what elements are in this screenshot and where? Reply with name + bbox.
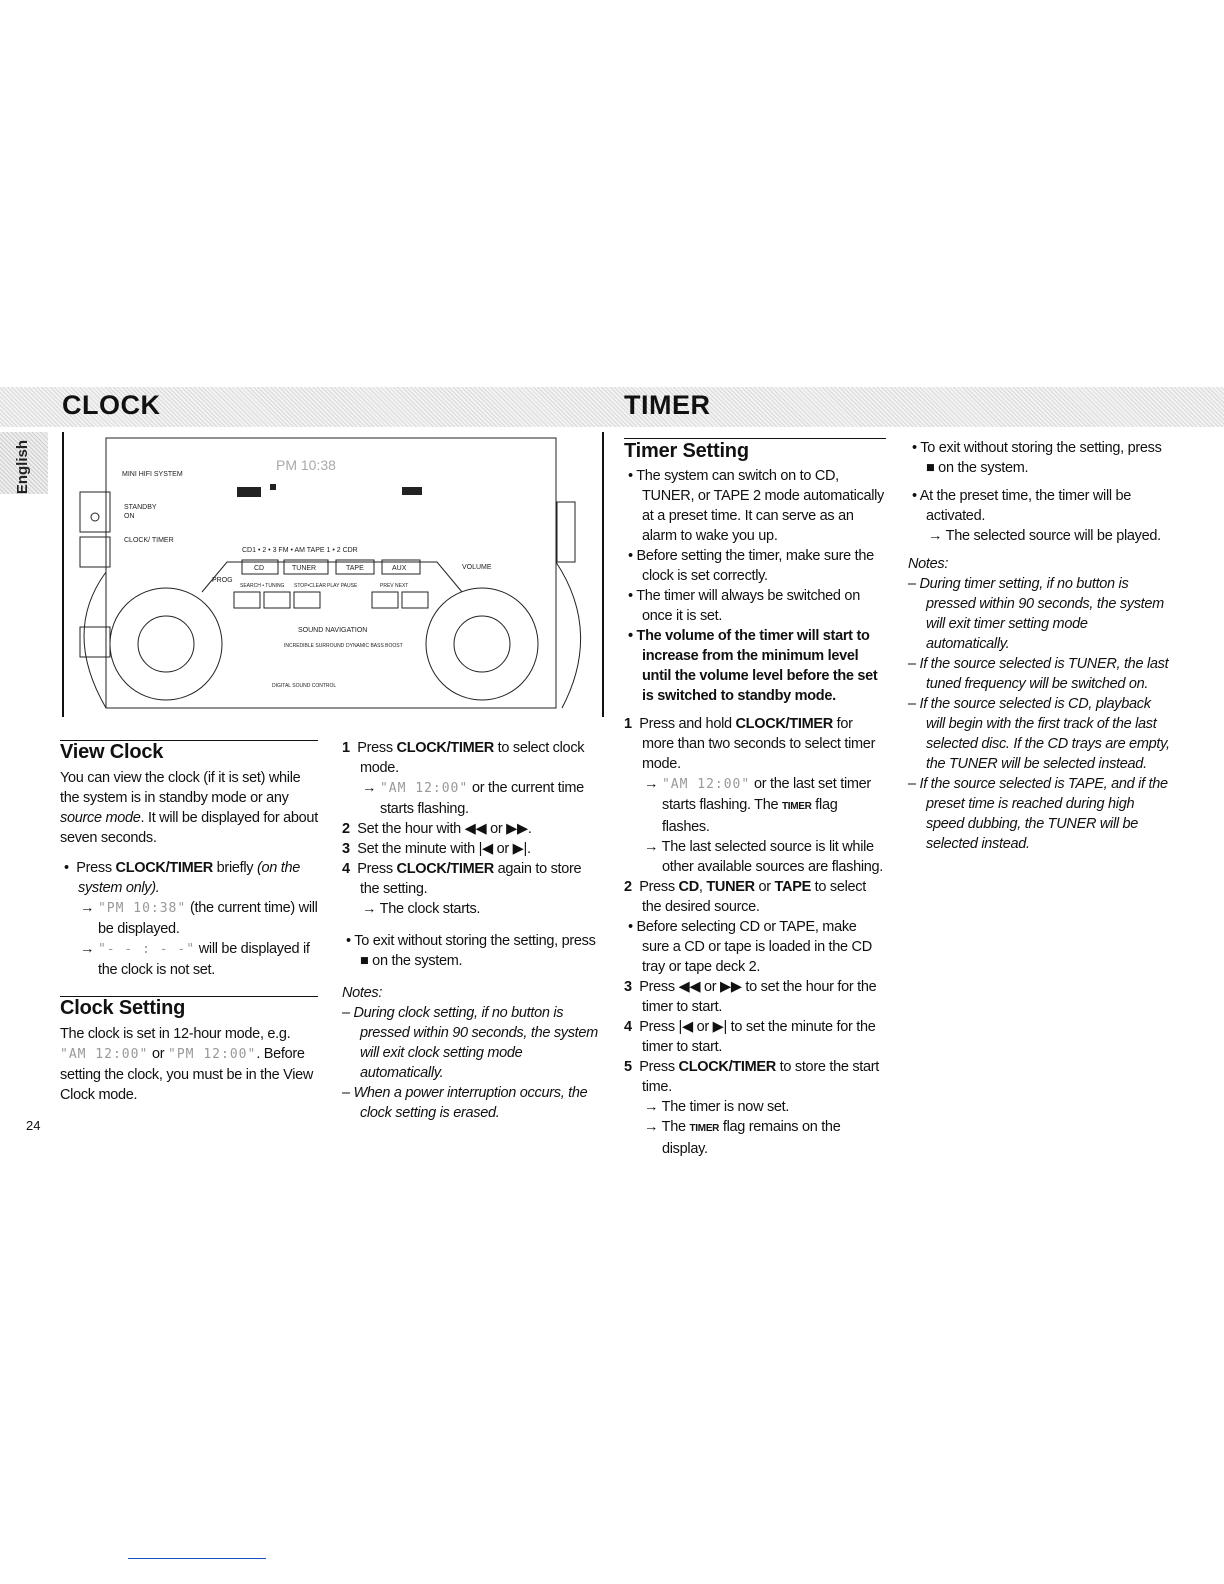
volume-label: VOLUME — [462, 564, 492, 571]
timer-note-4: – If the source selected is TAPE, and if the preset time is reached during high speed dubbing, the TUNER will be selected instead. — [908, 776, 1168, 852]
view-clock-arrow-2: → "- - : - -" will be displayed if the clock is not set. — [80, 941, 310, 978]
clock-setting-title: Clock Setting — [60, 997, 186, 1019]
clock-note-1: – During clock setting, if no button is pressed within 90 seconds, the system will exit clock setting mode automatically. — [342, 1005, 598, 1081]
timer-setting-rule — [624, 438, 886, 439]
right-speaker — [426, 588, 538, 700]
timer-note-2: – If the source selected is TUNER, the last tuned frequency will be switched on. — [908, 656, 1169, 692]
timer-step-5-arrow-2: → The TIMER flag remains on the display. — [644, 1119, 841, 1157]
right-curve — [556, 562, 581, 708]
timer-preset-bullet: • At the preset time, the timer will be activated. — [912, 488, 1132, 524]
play-label: PLAY PAUSE — [327, 583, 358, 589]
on-label: ON — [124, 513, 135, 520]
timer-step-1-arrow-1: → "AM 12:00" or the last set timer starts flashing. The TIMER flag flashes. — [644, 776, 871, 835]
transport-keys — [234, 592, 428, 608]
page-number: 24 — [26, 1118, 41, 1133]
left-speaker — [110, 588, 222, 700]
tuner-key: TUNER — [292, 565, 317, 572]
timer-step-4: 4 Press |◀ or ▶| to set the minute for the timer to start. — [624, 1019, 876, 1055]
clock-step-4: 4 Press CLOCK/TIMER again to store the setting. — [342, 861, 582, 897]
timer-notes-title: Notes: — [908, 556, 949, 572]
timer-bullet-1: • The system can switch on to CD, TUNER, or TAPE 2 mode automatically at a preset time. It can serve as an alarm to wake you up. — [628, 468, 884, 544]
timer-step-5-arrow-1: → The timer is now set. — [644, 1099, 790, 1115]
sources-row: CD1 • 2 • 3 FM • AM TAPE 1 • 2 CDR — [242, 547, 358, 554]
view-clock-title: View Clock — [60, 741, 164, 763]
diagram-right-border — [602, 432, 604, 717]
timer-setting-body — [624, 466, 886, 1159]
timer-step-5: 5 Press CLOCK/TIMER to store the start time. — [624, 1059, 880, 1095]
left-curve — [84, 572, 106, 708]
timer-step-2-bullet: • Before selecting CD or TAPE, make sure a CD or tape is loaded in the CD tray or tape deck 2. — [628, 919, 872, 975]
clock-setting-text: The clock is set in 12-hour mode, e.g. "AM 12:00" or "PM 12:00". Before setting the clock, you must be in the View Clock mode. — [60, 1026, 314, 1103]
timer-preset-arrow: → The selected source will be played. — [928, 528, 1161, 544]
timer-right-column — [908, 438, 1170, 854]
timer-exit-bullet: • To exit without storing the setting, press ■ on the system. — [912, 440, 1162, 476]
timer-bullet-4: • The volume of the timer will start to increase from the minimum level until the volume level before the set is switched to standby mode. — [628, 628, 878, 704]
clock-note-2: – When a power interruption occurs, the clock setting is erased. — [342, 1085, 588, 1121]
timer-step-3: 3 Press ◀◀ or ▶▶ to set the hour for the timer to start. — [624, 979, 877, 1015]
timer-heading: TIMER — [624, 390, 711, 420]
timer-step-1-arrow-2: → The last selected source is lit while other available sources are flashing. — [644, 839, 884, 875]
surround-label: INCREDIBLE SURROUND — [284, 643, 345, 649]
right-tab — [557, 502, 575, 562]
view-clock-bullet: • Press CLOCK/TIMER briefly (on the system only). — [64, 860, 301, 896]
search-label: SEARCH • TUNING — [240, 583, 285, 589]
clock-step-1: 1 Press CLOCK/TIMER to select clock mode. — [342, 740, 585, 776]
timer-setting-title: Timer Setting — [624, 440, 749, 462]
timer-step-2: 2 Press CD, TUNER or TAPE to select the desired source. — [624, 879, 866, 915]
panel-outline — [106, 438, 556, 708]
clock-step-3: 3 Set the minute with |◀ or ▶|. — [342, 841, 531, 857]
view-clock-body — [60, 768, 318, 980]
preset-label: PREV NEXT — [380, 583, 409, 589]
standby-label: STANDBY — [124, 504, 157, 511]
clock-timer-label: CLOCK/ TIMER — [124, 537, 174, 544]
prog-label: PROG — [212, 577, 233, 584]
view-clock-intro: You can view the clock (if it is set) while the system is in standby mode or any source mode. It will be displayed for about seven seconds. — [60, 770, 318, 846]
brand-label: MINI HIFI SYSTEM — [122, 471, 183, 478]
sound-nav-label: SOUND NAVIGATION — [298, 627, 368, 634]
aux-key: AUX — [392, 565, 407, 572]
stop-label: STOP•CLEAR — [294, 583, 326, 589]
display-segments — [237, 484, 422, 497]
timer-bullet-2: • Before setting the timer, make sure the clock is set correctly. — [628, 548, 874, 584]
timer-note-1: – During timer setting, if no button is pressed within 90 seconds, the system will exit timer setting mode automatically. — [908, 576, 1164, 652]
system-front-panel-diagram — [62, 432, 602, 717]
timer-step-1: 1 Press and hold CLOCK/TIMER for more than two seconds to select timer mode. — [624, 716, 876, 772]
tape-key: TAPE — [346, 565, 364, 572]
footer-rule — [128, 1558, 266, 1559]
standby-led — [91, 513, 99, 521]
language-label: English — [14, 440, 31, 495]
clock-exit-bullet: • To exit without storing the setting, press ■ on the system. — [346, 933, 596, 969]
cd-key: CD — [254, 565, 265, 572]
clock-heading: CLOCK — [62, 390, 161, 420]
panel-lcd: PM 10:38 — [276, 457, 336, 473]
clock-step-4-arrow: → The clock starts. — [362, 901, 481, 917]
header-band — [0, 387, 1224, 427]
view-clock-arrow-1: → "PM 10:38" (the current time) will be displayed. — [80, 900, 318, 937]
clock-step-1-arrow: → "AM 12:00" or the current time starts flashing. — [362, 780, 584, 817]
dbb-label: DYNAMIC BASS BOOST — [346, 643, 403, 649]
timer-bullet-3: • The timer will always be switched on once it is set. — [628, 588, 860, 624]
clock-setting-body — [60, 1024, 318, 1105]
clock-notes-title: Notes: — [342, 985, 383, 1001]
language-tab — [0, 432, 48, 494]
clock-steps — [342, 738, 598, 1123]
timer-note-3: – If the source selected is CD, playback will begin with the first track of the last selected disc. If the CD trays are empty, the TUNER will be selected instead. — [908, 696, 1170, 772]
clock-step-2: 2 Set the hour with ◀◀ or ▶▶. — [342, 821, 532, 837]
dsc-label: DIGITAL SOUND CONTROL — [272, 683, 337, 689]
